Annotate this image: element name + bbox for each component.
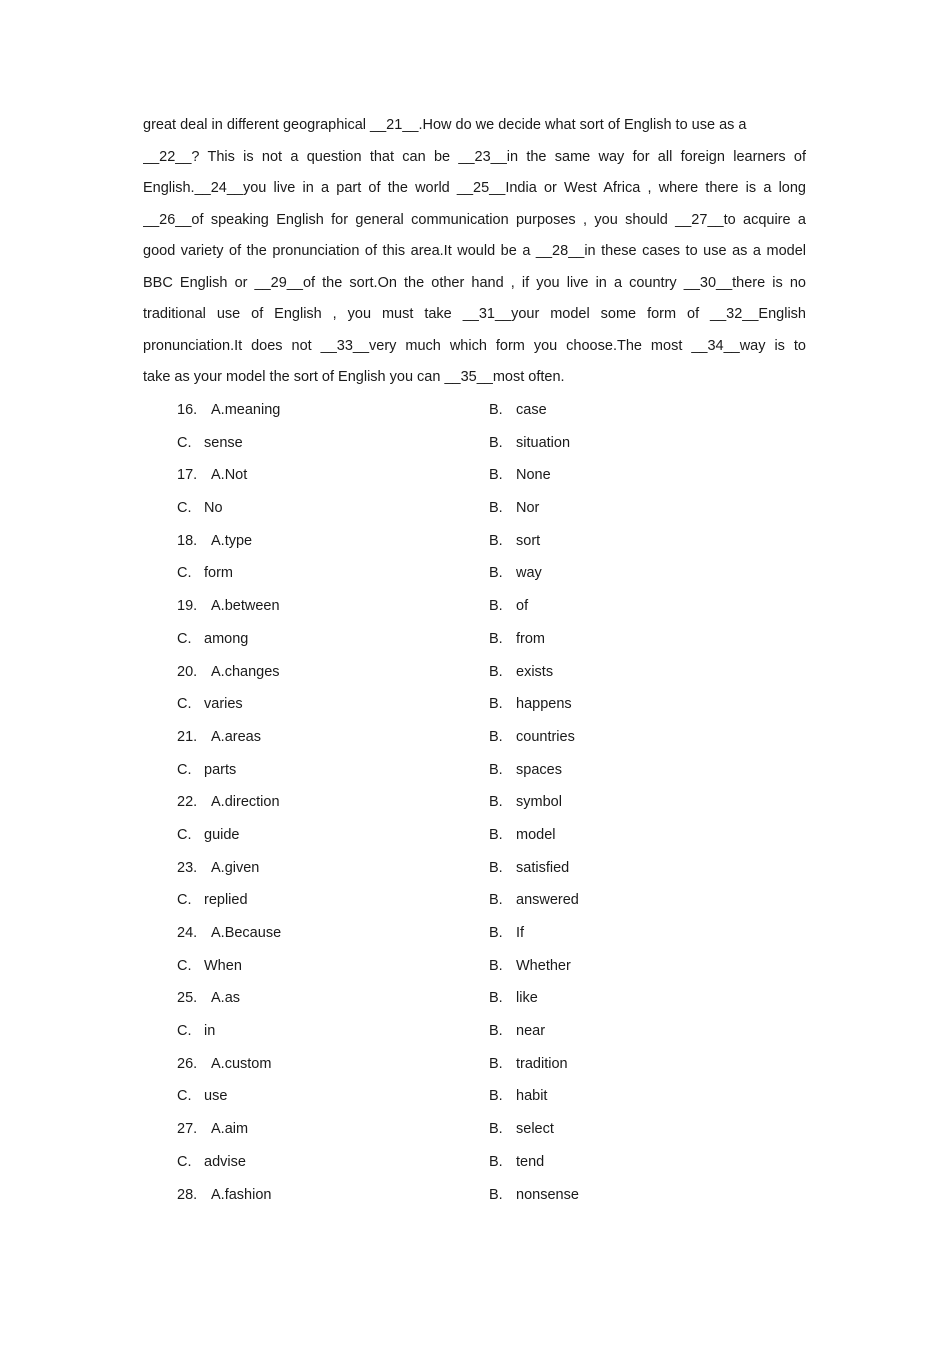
option-label: B. <box>489 467 503 484</box>
passage-line: pronunciation.It does not __33__very much which form you choose.The most __34__way is to <box>143 337 806 354</box>
option-b: If <box>516 925 525 941</box>
question-number: 18. <box>177 532 198 549</box>
question-row <box>177 884 657 917</box>
option-label: B. <box>489 663 503 680</box>
question-row <box>177 950 657 983</box>
question-number: 19. <box>177 598 198 615</box>
option-c: use <box>204 1088 228 1105</box>
option-label: B. <box>489 630 503 647</box>
question-row <box>177 590 657 623</box>
option-a: A.changes <box>211 663 280 680</box>
option-label: C. <box>177 1153 192 1170</box>
question-row <box>177 492 657 525</box>
option-label: B. <box>489 990 503 1007</box>
option-label: B. <box>489 500 503 517</box>
question-row <box>177 459 657 492</box>
option-b: sort <box>516 532 541 549</box>
question-row <box>177 557 657 590</box>
option-c: form <box>204 565 233 582</box>
option-a: A.custom <box>211 1055 272 1072</box>
option-label: B. <box>489 826 503 843</box>
option-d: model <box>516 826 556 843</box>
option-d: tend <box>516 1153 545 1170</box>
question-number: 24. <box>177 925 198 941</box>
option-a: A.meaning <box>211 402 281 418</box>
option-a: A.Because <box>211 925 282 941</box>
option-b: tradition <box>516 1055 568 1072</box>
question-number: 23. <box>177 859 198 876</box>
question-row <box>177 819 657 852</box>
question-row <box>177 852 657 885</box>
option-label: B. <box>489 1153 503 1170</box>
passage-line: take as your model the sort of English you can __35__most often. <box>143 369 565 385</box>
option-c: sense <box>204 434 243 451</box>
option-label: B. <box>489 402 503 418</box>
option-d: answered <box>516 892 579 909</box>
question-row <box>177 1179 657 1212</box>
question-number: 16. <box>177 402 198 418</box>
option-d: Nor <box>516 500 540 517</box>
option-c: guide <box>204 826 240 843</box>
option-c: in <box>204 1023 216 1040</box>
option-label: B. <box>489 1121 503 1138</box>
option-a: A.direction <box>211 794 280 811</box>
option-d: near <box>516 1023 546 1040</box>
option-label: B. <box>489 892 503 909</box>
option-b: case <box>516 402 547 418</box>
option-label: C. <box>177 1023 192 1040</box>
option-b: satisfied <box>516 859 570 876</box>
question-row <box>177 1113 657 1146</box>
option-label: B. <box>489 598 503 615</box>
option-c: varies <box>204 696 243 713</box>
option-label: C. <box>177 892 192 909</box>
option-label: B. <box>489 434 503 451</box>
option-b: like <box>516 990 538 1007</box>
question-number: 20. <box>177 663 198 680</box>
question-number: 27. <box>177 1121 198 1138</box>
option-d: happens <box>516 696 572 713</box>
question-row <box>177 786 657 819</box>
option-a: A.type <box>211 532 253 549</box>
option-label: B. <box>489 1023 503 1040</box>
passage-line: __22__? This is not a question that can be __23__in the same way for all foreign learners of <box>143 148 806 165</box>
option-b: countries <box>516 728 575 745</box>
option-a: A.between <box>211 598 280 615</box>
question-row <box>177 688 657 721</box>
option-label: B. <box>489 565 503 582</box>
question-number: 21. <box>177 728 198 745</box>
question-row <box>177 656 657 689</box>
option-c: No <box>204 500 223 517</box>
cloze-passage <box>143 110 806 394</box>
option-label: B. <box>489 1055 503 1072</box>
question-row <box>177 1015 657 1048</box>
option-b: of <box>516 598 529 615</box>
option-label: C. <box>177 826 192 843</box>
question-row <box>177 427 657 460</box>
option-label: C. <box>177 957 192 974</box>
option-label: C. <box>177 565 192 582</box>
question-row <box>177 917 657 950</box>
option-label: B. <box>489 925 503 941</box>
option-a: A.areas <box>211 728 261 745</box>
question-number: 25. <box>177 990 198 1007</box>
question-row <box>177 1048 657 1081</box>
option-b: select <box>516 1121 554 1138</box>
option-d: habit <box>516 1088 548 1105</box>
option-c: When <box>204 957 242 974</box>
question-row <box>177 394 657 427</box>
option-label: C. <box>177 500 192 517</box>
answer-options <box>177 394 657 1211</box>
option-label: C. <box>177 761 192 778</box>
option-label: B. <box>489 957 503 974</box>
option-label: C. <box>177 1088 192 1105</box>
question-row <box>177 721 657 754</box>
option-label: C. <box>177 434 192 451</box>
passage-line: BBC English or __29__of the sort.On the other hand , if you live in a country __30__there is no <box>143 274 806 291</box>
option-b: None <box>516 467 551 484</box>
option-b: nonsense <box>516 1186 579 1203</box>
option-label: B. <box>489 859 503 876</box>
option-a: A.given <box>211 859 260 876</box>
option-label: B. <box>489 696 503 713</box>
option-c: parts <box>204 761 237 778</box>
option-d: spaces <box>516 761 562 778</box>
option-b: symbol <box>516 794 562 811</box>
passage-line: good variety of the pronunciation of this area.It would be a __28__in these cases to use as a model <box>143 243 806 259</box>
question-row <box>177 1146 657 1179</box>
option-label: B. <box>489 1186 503 1203</box>
option-label: B. <box>489 1088 503 1105</box>
option-label: C. <box>177 696 192 713</box>
option-a: A.fashion <box>211 1186 272 1203</box>
question-row <box>177 754 657 787</box>
passage-line: __26__of speaking English for general communication purposes , you should __27__to acquire a <box>143 211 806 228</box>
option-d: Whether <box>516 957 571 974</box>
option-c: advise <box>204 1153 246 1170</box>
option-label: B. <box>489 532 503 549</box>
option-a: A.Not <box>211 467 248 484</box>
question-row <box>177 525 657 558</box>
option-c: among <box>204 630 249 647</box>
question-number: 22. <box>177 794 198 811</box>
option-label: B. <box>489 794 503 811</box>
question-number: 28. <box>177 1186 198 1203</box>
question-number: 17. <box>177 467 198 484</box>
option-label: B. <box>489 728 503 745</box>
option-label: B. <box>489 761 503 778</box>
option-d: way <box>516 565 542 582</box>
passage-line: great deal in different geographical __21__.How do we decide what sort of English to use as a <box>143 117 747 133</box>
question-row <box>177 1080 657 1113</box>
passage-line: English.__24__you live in a part of the world __25__India or West Africa , where there is a long <box>143 180 806 196</box>
option-d: situation <box>516 434 571 451</box>
question-row <box>177 623 657 656</box>
option-c: replied <box>204 892 248 909</box>
option-a: A.as <box>211 990 241 1007</box>
option-d: from <box>516 630 545 647</box>
option-b: exists <box>516 663 554 680</box>
passage-line: traditional use of English , you must take __31__your model some form of __32__English <box>143 306 806 322</box>
question-number: 26. <box>177 1055 198 1072</box>
question-row <box>177 982 657 1015</box>
option-a: A.aim <box>211 1121 249 1138</box>
option-label: C. <box>177 630 192 647</box>
